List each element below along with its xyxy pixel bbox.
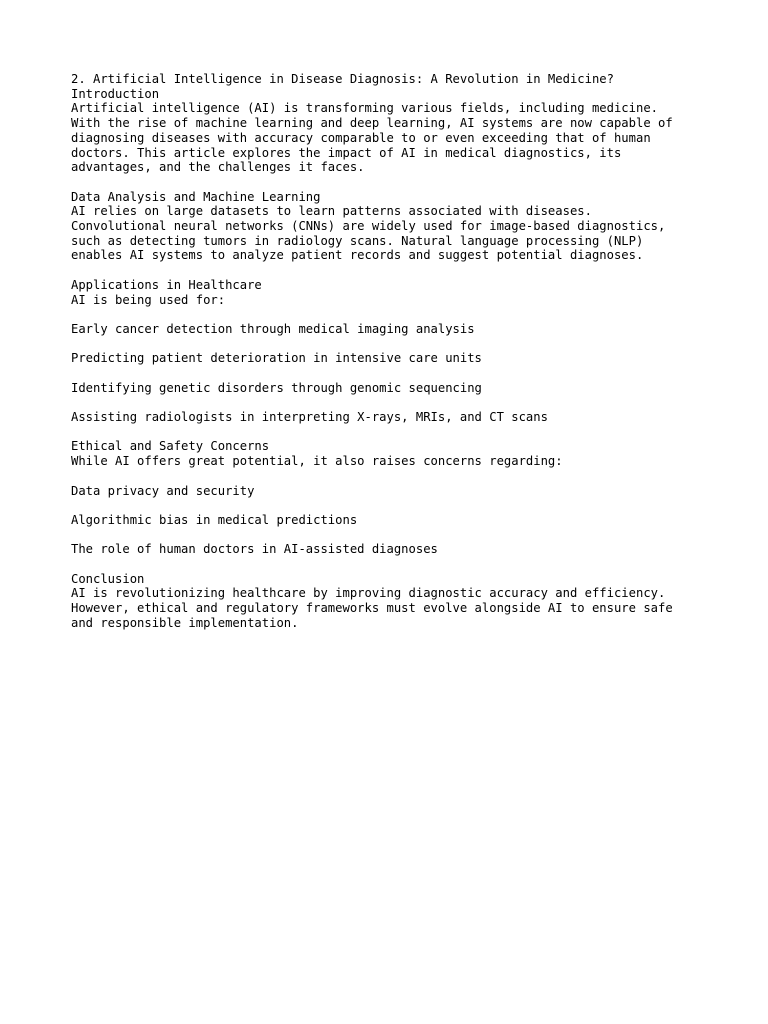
paragraph-line: While AI offers great potential, it also raises concerns regarding: — [71, 454, 563, 469]
blank-line — [71, 469, 751, 484]
list-item: Predicting patient deterioration in intensive care units — [71, 351, 482, 366]
blank-line — [71, 425, 751, 440]
paragraph-line: AI is revolutionizing healthcare by improving diagnostic accuracy and efficiency. — [71, 586, 666, 601]
section-ethics — [71, 439, 751, 557]
section-heading: Ethical and Safety Concerns — [71, 439, 270, 454]
blank-line — [71, 307, 751, 322]
document-title: 2. Artificial Intelligence in Disease Diagnosis: A Revolution in Medicine? — [71, 72, 614, 86]
section-data-analysis — [71, 190, 751, 264]
blank-line — [71, 366, 751, 381]
blank-line — [71, 175, 751, 190]
blank-line — [71, 498, 751, 513]
section-heading: Data Analysis and Machine Learning — [71, 189, 321, 204]
paragraph-line: However, ethical and regulatory frameworks must evolve alongside AI to ensure safe — [71, 601, 673, 616]
section-heading: Conclusion — [71, 571, 145, 586]
blank-line — [71, 528, 751, 543]
list-item: Assisting radiologists in interpreting X-rays, MRIs, and CT scans — [71, 410, 548, 425]
list-item: Identifying genetic disorders through genomic sequencing — [71, 380, 482, 395]
section-heading: Applications in Healthcare — [71, 277, 262, 292]
section-heading: Introduction — [71, 86, 160, 101]
paragraph-line: Artificial intelligence (AI) is transforming various fields, including medicine. — [71, 101, 658, 116]
list-item: Data privacy and security — [71, 483, 255, 498]
paragraph-line: diagnosing diseases with accuracy comparable to or even exceeding that of human — [71, 130, 651, 145]
list-item: The role of human doctors in AI-assisted diagnoses — [71, 542, 438, 557]
list-item: Algorithmic bias in medical predictions — [71, 512, 358, 527]
blank-line — [71, 337, 751, 352]
section-applications — [71, 278, 751, 425]
paragraph-line: AI is being used for: — [71, 292, 226, 307]
list-item: Early cancer detection through medical imaging analysis — [71, 321, 475, 336]
blank-line — [71, 263, 751, 278]
paragraph-line: such as detecting tumors in radiology scans. Natural language processing (NLP) — [71, 233, 644, 248]
paragraph-line: advantages, and the challenges it faces. — [71, 160, 365, 175]
blank-line — [71, 557, 751, 572]
section-introduction — [71, 87, 751, 175]
document-body — [71, 72, 751, 631]
paragraph-line: With the rise of machine learning and deep learning, AI systems are now capable of — [71, 116, 673, 131]
paragraph-line: AI relies on large datasets to learn patterns associated with diseases. — [71, 204, 592, 219]
paragraph-line: and responsible implementation. — [71, 615, 299, 630]
paragraph-line: doctors. This article explores the impact of AI in medical diagnostics, its — [71, 145, 622, 160]
paragraph-line: Convolutional neural networks (CNNs) are widely used for image-based diagnostics, — [71, 219, 666, 234]
paragraph-line: enables AI systems to analyze patient records and suggest potential diagnoses. — [71, 248, 644, 263]
section-conclusion — [71, 572, 751, 631]
blank-line — [71, 395, 751, 410]
